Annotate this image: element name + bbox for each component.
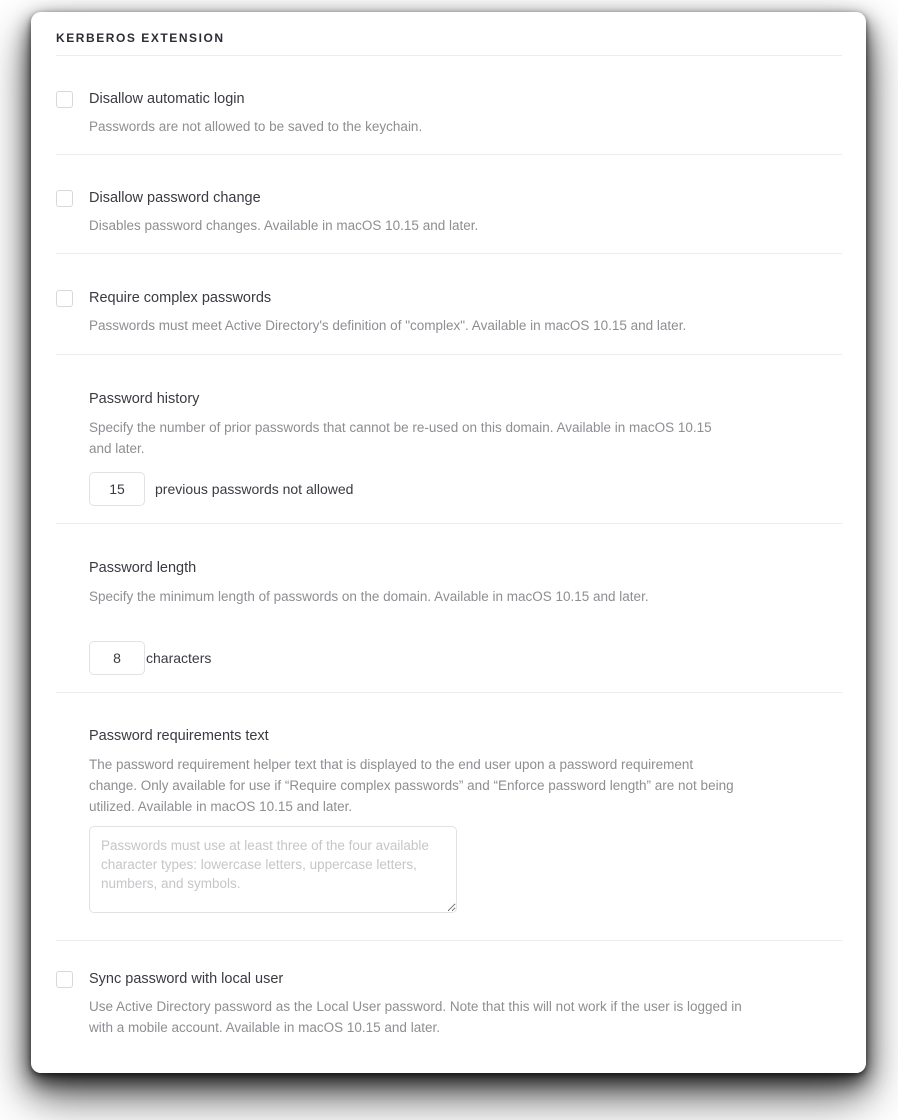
divider-1 xyxy=(56,154,842,155)
label-sync-password-with-local-user: Sync password with local user xyxy=(89,971,284,987)
checkbox-disallow-password-change[interactable] xyxy=(56,190,73,207)
textarea-password-requirements-text[interactable] xyxy=(89,826,457,913)
description-require-complex-passwords: Passwords must meet Active Directory's definition of "complex". Available in macOS 10.15 and later. xyxy=(89,318,687,333)
divider-header xyxy=(56,55,842,56)
unit-password-length: characters xyxy=(146,650,212,666)
label-require-complex-passwords: Require complex passwords xyxy=(89,290,272,306)
input-password-history[interactable] xyxy=(89,472,145,506)
divider-5 xyxy=(56,692,842,693)
description-password-requirements-text: The password requirement helper text that is displayed to the end user upon a password requirement change. Only available for use if “Require complex passwords” and “Enforce password length” are not being utilized. Available in macOS 10.15 and later. xyxy=(89,757,734,814)
description-disallow-password-change: Disables password changes. Available in macOS 10.15 and later. xyxy=(89,218,479,233)
label-disallow-automatic-login: Disallow automatic login xyxy=(89,91,245,107)
description-disallow-automatic-login: Passwords are not allowed to be saved to the keychain. xyxy=(89,119,423,134)
divider-3 xyxy=(56,354,842,355)
checkbox-sync-password-with-local-user[interactable] xyxy=(56,971,73,988)
input-password-length[interactable] xyxy=(89,641,145,675)
label-password-length: Password length xyxy=(89,560,197,576)
divider-4 xyxy=(56,523,842,524)
settings-card-body xyxy=(31,12,866,1073)
checkbox-require-complex-passwords[interactable] xyxy=(56,290,73,307)
label-disallow-password-change: Disallow password change xyxy=(89,190,261,206)
description-sync-password-with-local-user: Use Active Directory password as the Local User password. Note that this will not work if the user is logged in with a mobile account. Available in macOS 10.15 and later. xyxy=(89,999,742,1035)
checkbox-disallow-automatic-login[interactable] xyxy=(56,91,73,108)
label-password-requirements-text: Password requirements text xyxy=(89,728,269,744)
unit-password-history: previous passwords not allowed xyxy=(155,481,354,497)
description-password-length: Specify the minimum length of passwords on the domain. Available in macOS 10.15 and later. xyxy=(89,589,649,604)
divider-2 xyxy=(56,253,842,254)
label-password-history: Password history xyxy=(89,391,200,407)
description-password-history: Specify the number of prior passwords that cannot be re-used on this domain. Available in macOS 10.15 and later. xyxy=(89,420,712,456)
panel-title: KERBEROS EXTENSION xyxy=(56,31,225,45)
settings-card xyxy=(31,12,866,1073)
divider-6 xyxy=(56,940,842,941)
